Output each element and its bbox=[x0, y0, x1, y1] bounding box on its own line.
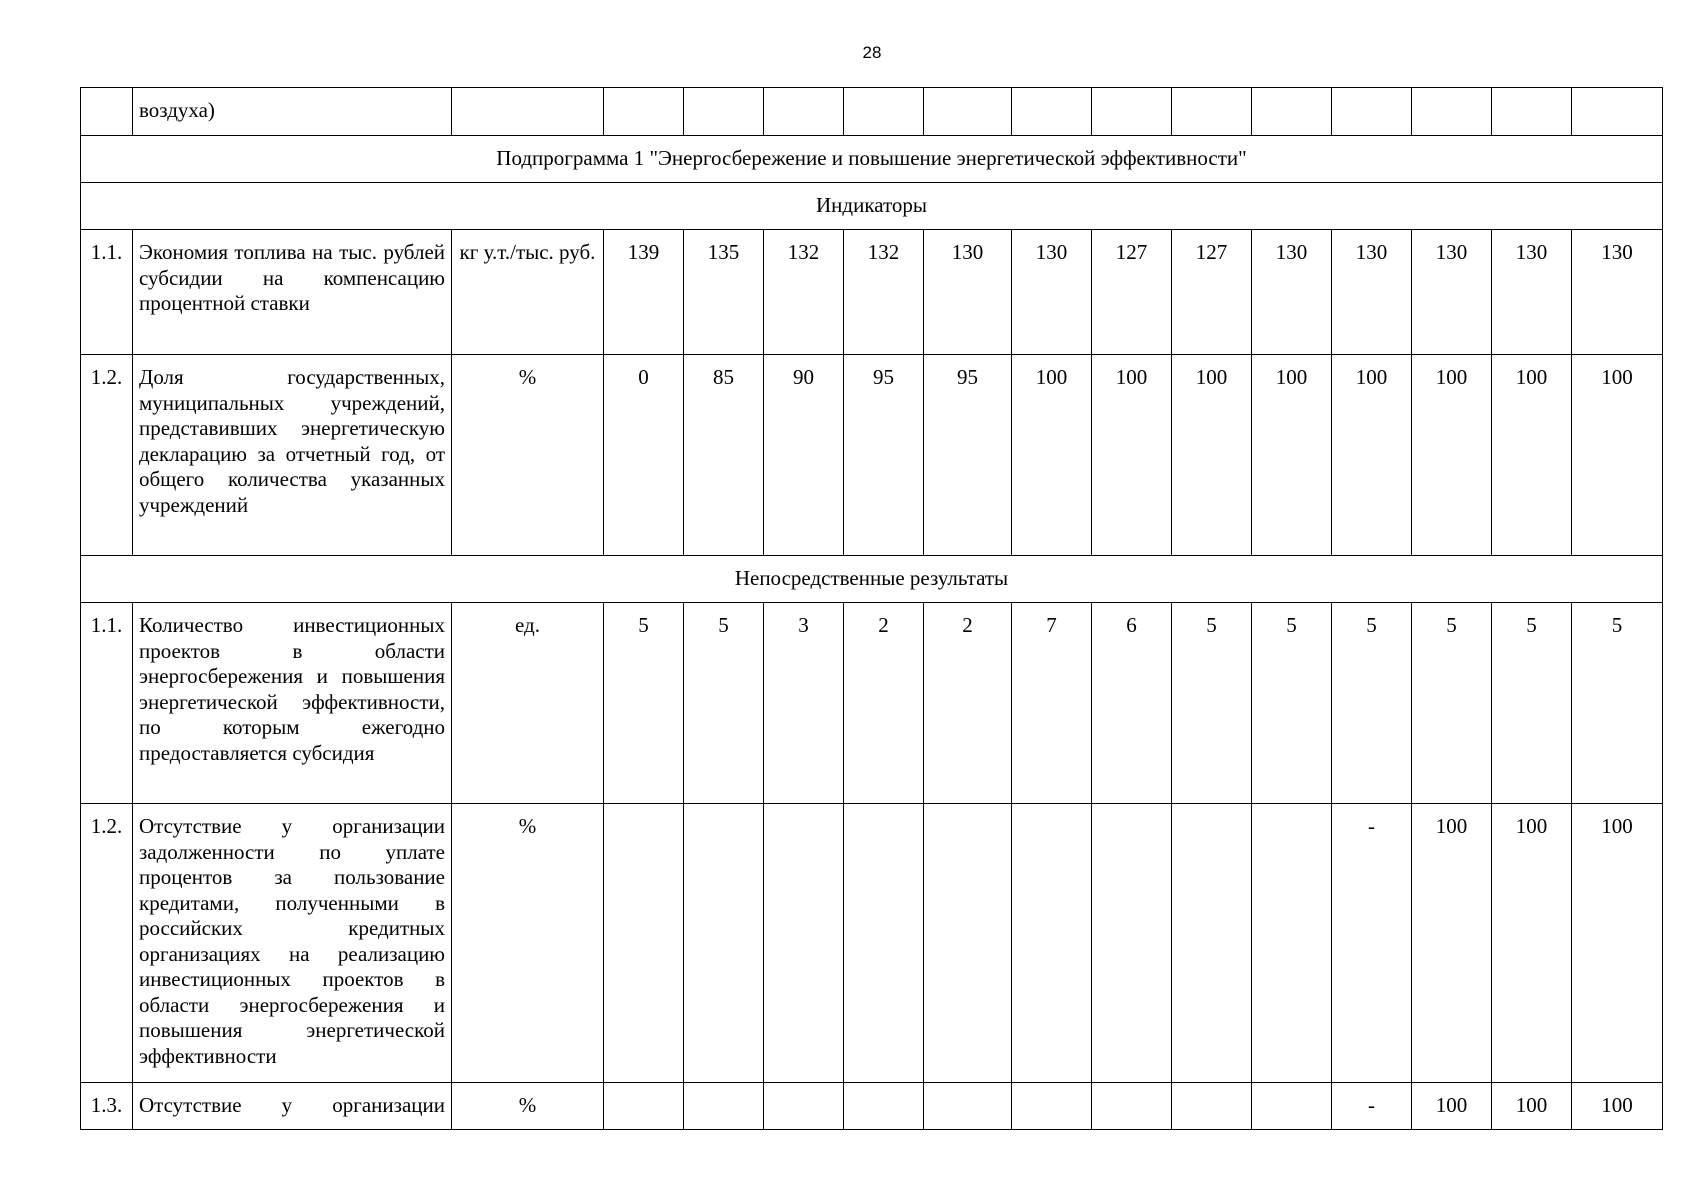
row-number: 1.3. bbox=[81, 1083, 133, 1130]
value-cell: 132 bbox=[844, 230, 924, 355]
row-name: Доля государственных, муниципальных учреждений, представивших энергетическую декларацию за отчетный год, от общего количества указанных учреждений bbox=[133, 355, 452, 556]
value-cell: 127 bbox=[1172, 230, 1252, 355]
value-cell: 130 bbox=[1572, 230, 1663, 355]
value-cell bbox=[844, 88, 924, 136]
value-cell: 100 bbox=[1332, 355, 1412, 556]
value-cell: 139 bbox=[604, 230, 684, 355]
indicators-table bbox=[80, 87, 1663, 1130]
value-cell bbox=[1172, 88, 1252, 136]
value-cell bbox=[1012, 88, 1092, 136]
row-name: Отсутствие у организации bbox=[133, 1083, 452, 1130]
value-cell bbox=[764, 804, 844, 1083]
value-cell bbox=[1252, 804, 1332, 1083]
value-cell: 5 bbox=[684, 603, 764, 804]
value-cell: 100 bbox=[1572, 804, 1663, 1083]
value-cell bbox=[1492, 88, 1572, 136]
value-cell bbox=[684, 88, 764, 136]
row-number: 1.1. bbox=[81, 603, 133, 804]
row-unit: ед. bbox=[452, 603, 604, 804]
value-cell: 6 bbox=[1092, 603, 1172, 804]
value-cell: 100 bbox=[1492, 804, 1572, 1083]
value-cell: 100 bbox=[1572, 1083, 1663, 1130]
row-unit: % bbox=[452, 1083, 604, 1130]
results-heading: Непосредственные результаты bbox=[81, 556, 1663, 603]
value-cell: 100 bbox=[1492, 1083, 1572, 1130]
indicators-heading: Индикаторы bbox=[81, 183, 1663, 230]
value-cell: - bbox=[1332, 804, 1412, 1083]
value-cell: 5 bbox=[604, 603, 684, 804]
value-cell bbox=[924, 804, 1012, 1083]
value-cell: 95 bbox=[844, 355, 924, 556]
value-cell: 5 bbox=[1252, 603, 1332, 804]
value-cell bbox=[1172, 804, 1252, 1083]
value-cell: 95 bbox=[924, 355, 1012, 556]
value-cell: 130 bbox=[1252, 230, 1332, 355]
value-cell: 130 bbox=[1492, 230, 1572, 355]
value-cell bbox=[684, 804, 764, 1083]
value-cell bbox=[1092, 804, 1172, 1083]
value-cell: 127 bbox=[1092, 230, 1172, 355]
value-cell bbox=[604, 804, 684, 1083]
value-cell: 130 bbox=[1332, 230, 1412, 355]
value-cell bbox=[764, 1083, 844, 1130]
row-number: 1.1. bbox=[81, 230, 133, 355]
row-name: Количество инвестиционных проектов в области энергосбережения и повышения энергетической эффективности, по которым ежегодно предоставляется субсидия bbox=[133, 603, 452, 804]
value-cell: 5 bbox=[1172, 603, 1252, 804]
section-row bbox=[81, 136, 1663, 183]
table-row bbox=[81, 603, 1663, 804]
value-cell bbox=[1412, 88, 1492, 136]
value-cell: 5 bbox=[1492, 603, 1572, 804]
value-cell: 100 bbox=[1412, 804, 1492, 1083]
value-cell: 5 bbox=[1412, 603, 1492, 804]
row-name: Отсутствие у организации задолженности по уплате процентов за пользование кредитами, полученными в российских кредитных организациях на реализацию инвестиционных проектов в области энергосбережения и повышения энергетической эффективности bbox=[133, 804, 452, 1083]
table-row bbox=[81, 355, 1663, 556]
value-cell: 100 bbox=[1572, 355, 1663, 556]
value-cell: 135 bbox=[684, 230, 764, 355]
value-cell: 130 bbox=[924, 230, 1012, 355]
table-row bbox=[81, 1083, 1663, 1130]
table-row bbox=[81, 230, 1663, 355]
value-cell bbox=[924, 88, 1012, 136]
value-cell bbox=[844, 1083, 924, 1130]
value-cell: 7 bbox=[1012, 603, 1092, 804]
value-cell: 100 bbox=[1412, 1083, 1492, 1130]
subprogram-title: Подпрограмма 1 "Энергосбережение и повышение энергетической эффективности" bbox=[81, 136, 1663, 183]
row-number bbox=[81, 88, 133, 136]
table-row bbox=[81, 804, 1663, 1083]
value-cell: 130 bbox=[1012, 230, 1092, 355]
value-cell: 0 bbox=[604, 355, 684, 556]
value-cell bbox=[1332, 88, 1412, 136]
value-cell bbox=[604, 88, 684, 136]
row-name: воздуха) bbox=[133, 88, 452, 136]
value-cell: 2 bbox=[924, 603, 1012, 804]
value-cell bbox=[764, 88, 844, 136]
value-cell bbox=[844, 804, 924, 1083]
row-unit: % bbox=[452, 804, 604, 1083]
row-unit: кг у.т./тыс. руб. bbox=[452, 230, 604, 355]
value-cell: 2 bbox=[844, 603, 924, 804]
row-name: Экономия топлива на тыс. рублей субсидии на компенсацию процентной ставки bbox=[133, 230, 452, 355]
value-cell bbox=[1012, 1083, 1092, 1130]
value-cell: 100 bbox=[1012, 355, 1092, 556]
value-cell bbox=[1252, 88, 1332, 136]
row-number: 1.2. bbox=[81, 804, 133, 1083]
value-cell: 90 bbox=[764, 355, 844, 556]
value-cell: 132 bbox=[764, 230, 844, 355]
value-cell: 3 bbox=[764, 603, 844, 804]
value-cell bbox=[1012, 804, 1092, 1083]
section-row bbox=[81, 556, 1663, 603]
row-unit bbox=[452, 88, 604, 136]
row-number: 1.2. bbox=[81, 355, 133, 556]
page-number: 28 bbox=[862, 43, 882, 62]
value-cell bbox=[1172, 1083, 1252, 1130]
value-cell: 85 bbox=[684, 355, 764, 556]
value-cell: 100 bbox=[1492, 355, 1572, 556]
section-row bbox=[81, 183, 1663, 230]
row-unit: % bbox=[452, 355, 604, 556]
value-cell: 5 bbox=[1332, 603, 1412, 804]
value-cell bbox=[1092, 1083, 1172, 1130]
value-cell: 100 bbox=[1252, 355, 1332, 556]
value-cell bbox=[1092, 88, 1172, 136]
value-cell bbox=[684, 1083, 764, 1130]
value-cell: 5 bbox=[1572, 603, 1663, 804]
value-cell bbox=[1572, 88, 1663, 136]
table-row bbox=[81, 88, 1663, 136]
value-cell: 100 bbox=[1412, 355, 1492, 556]
value-cell bbox=[604, 1083, 684, 1130]
value-cell: 100 bbox=[1092, 355, 1172, 556]
value-cell bbox=[924, 1083, 1012, 1130]
value-cell: 130 bbox=[1412, 230, 1492, 355]
value-cell: 100 bbox=[1172, 355, 1252, 556]
value-cell bbox=[1252, 1083, 1332, 1130]
value-cell: - bbox=[1332, 1083, 1412, 1130]
